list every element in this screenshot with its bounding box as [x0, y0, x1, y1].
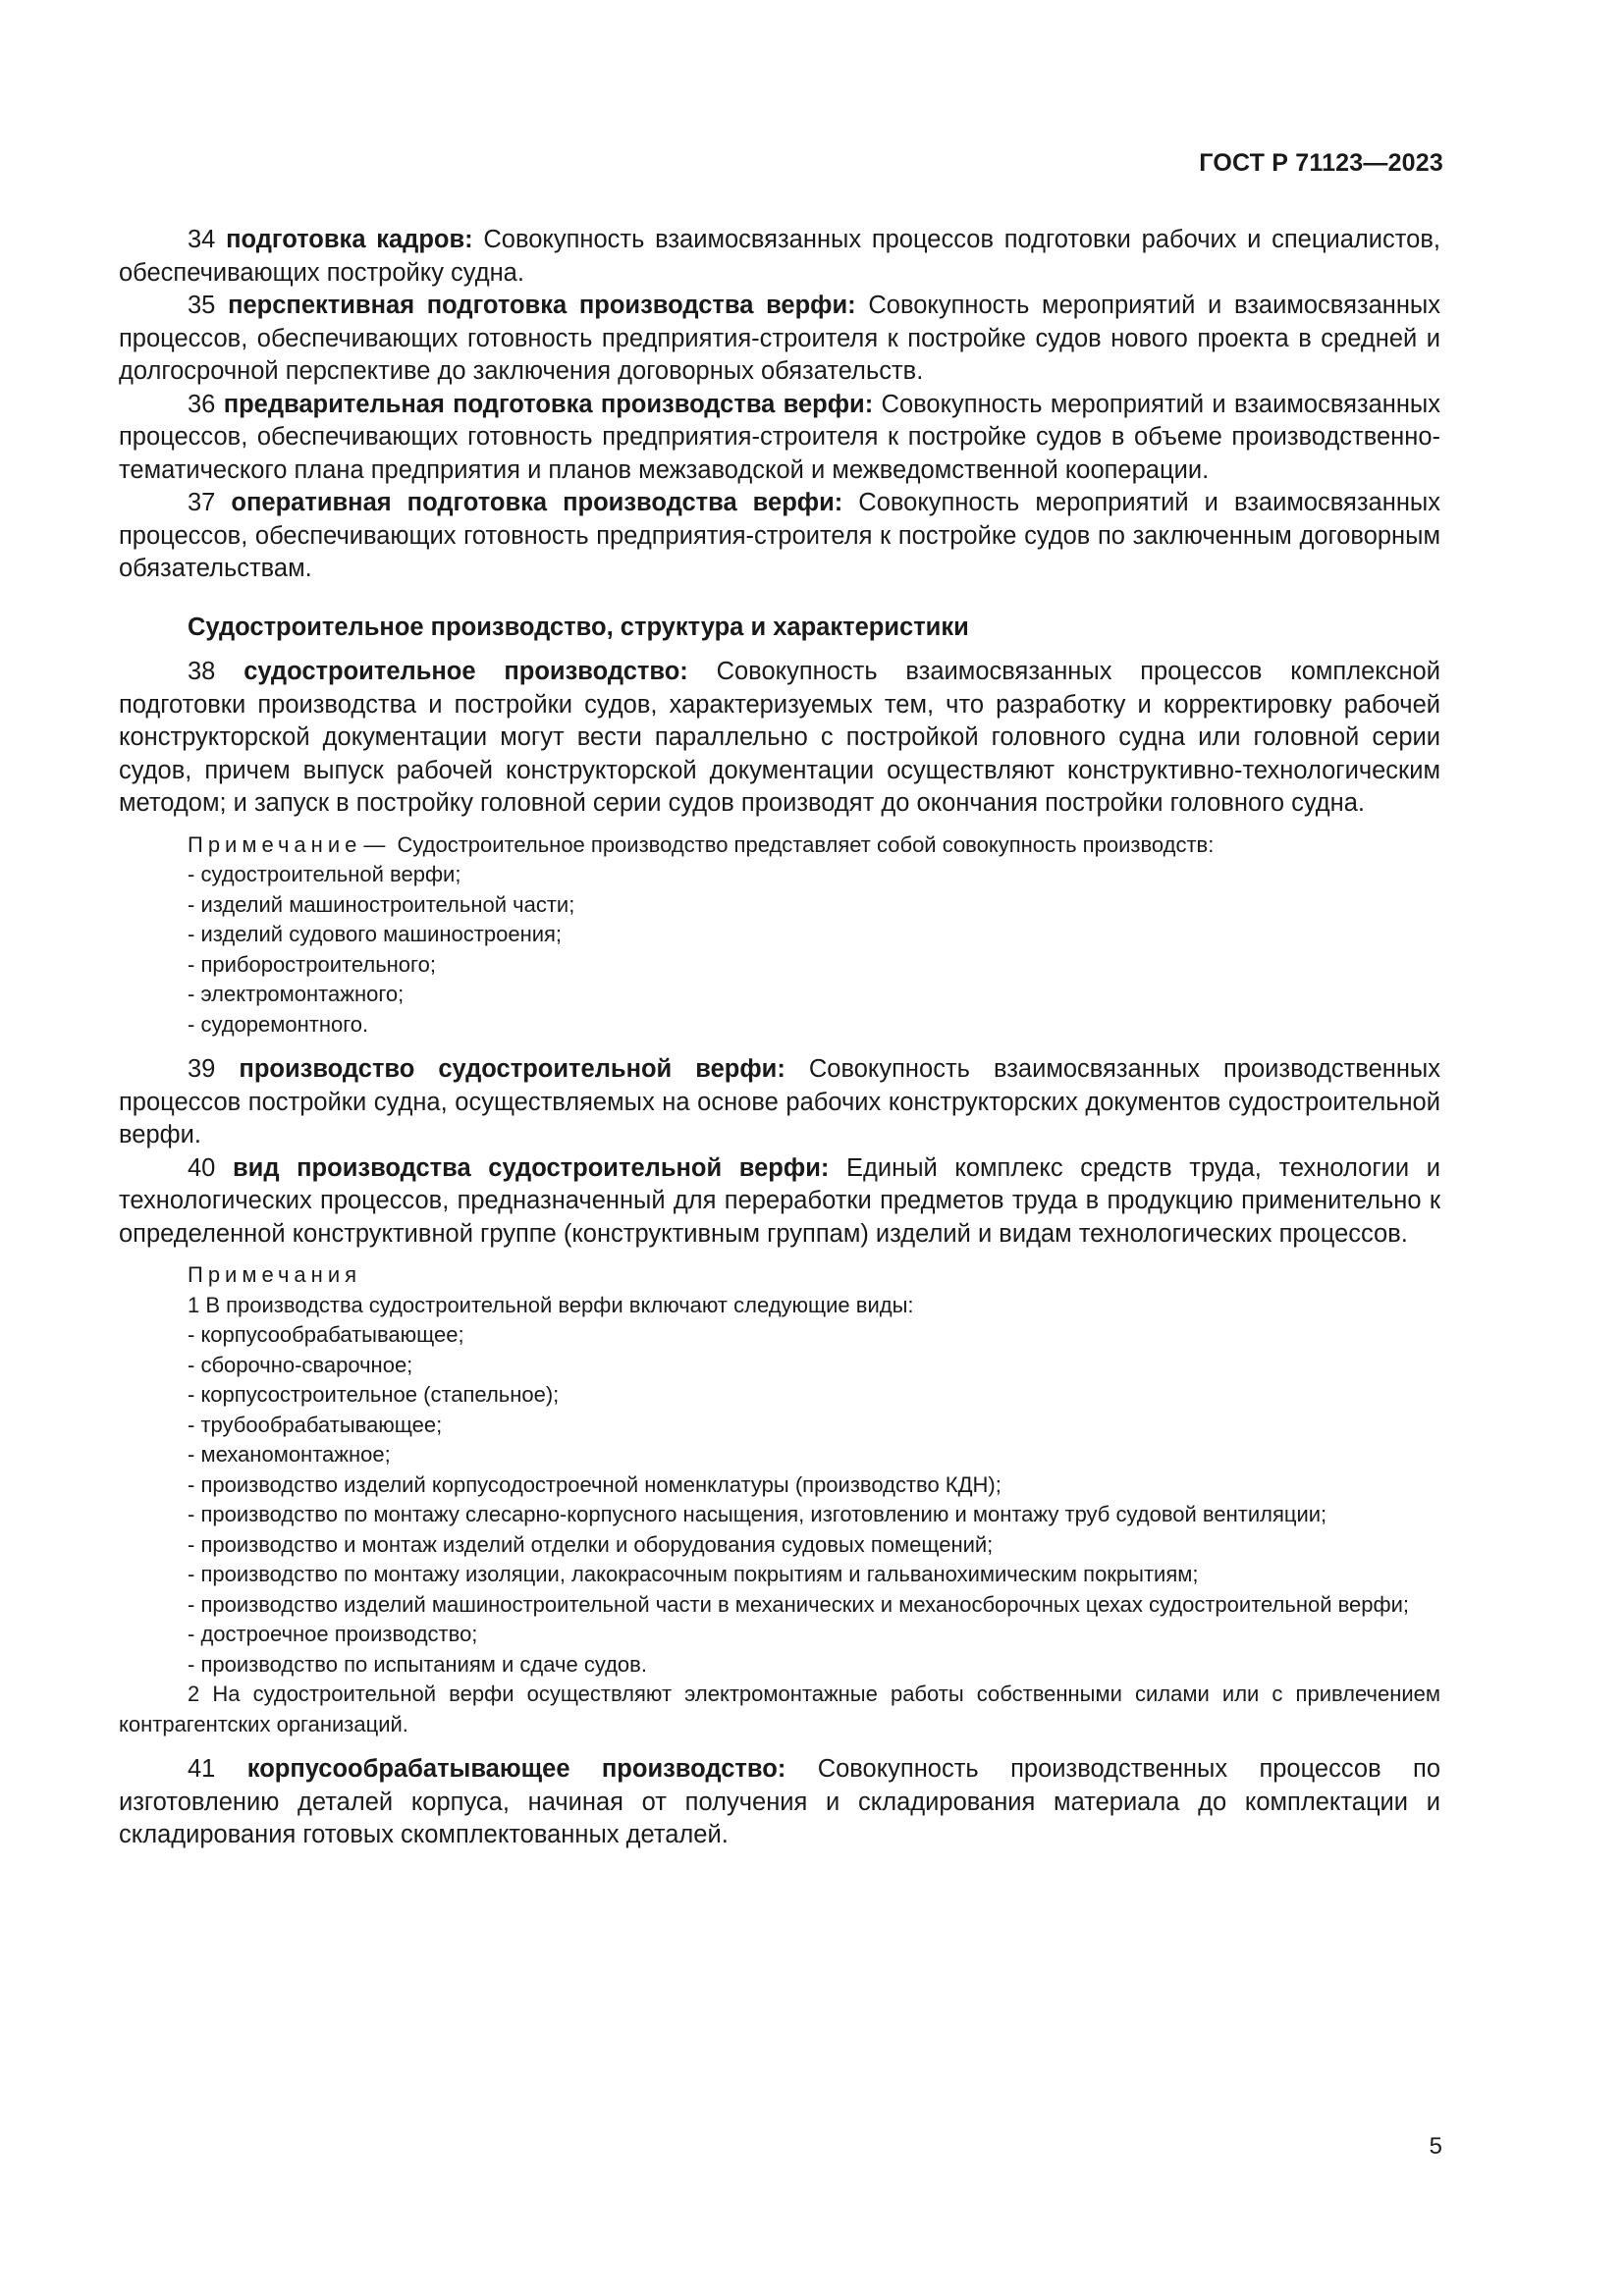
section-heading: Судостроительное производство, структура и характеристики	[188, 613, 969, 641]
term-name: вид производства судостроительной верфи:	[233, 1153, 830, 1182]
document-designation: ГОСТ Р 71123—2023	[1199, 149, 1443, 177]
note-list-item: - сборочно-сварочное;	[188, 1352, 413, 1377]
note-list-item: - механомонтажное;	[188, 1442, 391, 1467]
note-2: 2 На судостроительной верфи осуществляют электромонтажные работы собственными силами или с привлечением контрагентских организаций.	[119, 1682, 1440, 1736]
note-list-item: - производство по испытаниям и сдаче судов.	[188, 1651, 647, 1677]
term-definition: Совокупность взаимосвязанных процессов подготовки рабочих и специалистов, обеспечивающих постройку судна.	[119, 226, 1440, 287]
note-list-item: - трубообрабатывающее;	[188, 1412, 443, 1437]
term-name: перспективная подготовка производства верфи:	[228, 292, 856, 319]
term-number: 36	[188, 390, 216, 418]
term-entry-41	[119, 1753, 1440, 1852]
term-name: предварительная подготовка производства верфи:	[223, 390, 874, 418]
note-dash: —	[363, 831, 386, 857]
term-number: 37	[188, 489, 216, 516]
note-1-intro: 1 В производства судостроительной верфи включают следующие виды:	[188, 1292, 914, 1317]
note-list-item: - изделий машиностроительной части;	[188, 891, 575, 917]
term-entry-39	[119, 1053, 1440, 1152]
note-list-item: - производство изделий корпусодостроечной номенклатуры (производство КДН);	[188, 1471, 1001, 1497]
term-entry-38	[119, 656, 1440, 821]
term-entry-35	[119, 290, 1440, 389]
term-definition: Совокупность мероприятий и взаимосвязанных процессов, обеспечивающих готовность предприятия-строителя к постройке судов в объеме производственно-тематического плана предприятия и планов межзаводской и межведомственной кооперации.	[119, 390, 1441, 484]
note-list-item: - производство по монтажу изоляции, лакокрасочным покрытиям и гальванохимическим покрытиям;	[188, 1562, 1199, 1586]
term-entry-36	[119, 389, 1440, 488]
note-list-item: - корпусообрабатывающее;	[188, 1322, 464, 1347]
term-definition: Совокупность мероприятий и взаимосвязанных процессов, обеспечивающих готовность предприятия-строителя к постройке судов по заключенным договорным обязательствам.	[119, 489, 1440, 582]
term-entry-37	[119, 487, 1440, 586]
term-number: 35	[188, 292, 216, 319]
term-definition: Единый комплекс средств труда, технологии и технологических процессов, предназначенный для переработки предметов труда в продукцию применительно к определенной конструктивной группе (конструктивным группам) изделий и видам технологических процессов.	[119, 1153, 1440, 1248]
term-number: 41	[188, 1755, 216, 1783]
note-list-item: - судоремонтного.	[188, 1011, 369, 1037]
term-number: 34	[188, 226, 216, 253]
note-label: Примечание	[188, 831, 362, 857]
note-list-item: - изделий судового машиностроения;	[188, 922, 563, 946]
note-intro: Судостроительное производство представляет собой совокупность производств:	[397, 831, 1215, 857]
note-list-item: - судостроительной верфи;	[188, 862, 461, 886]
term-definition: Совокупность производственных процессов по изготовлению деталей корпуса, начиная от получения и складирования материала до комплектации и складирования готовых скомплектованных деталей.	[119, 1755, 1440, 1848]
note-list-item: - производство и монтаж изделий отделки и оборудования судовых помещений;	[188, 1531, 994, 1557]
term-number: 39	[188, 1055, 216, 1083]
term-entry-34	[119, 224, 1440, 290]
note-list-item-long: - производство по монтажу слесарно-корпусного насыщения, изготовлению и монтажу труб судовой вентиляции;	[188, 1502, 1327, 1526]
note-list-item-long: - производство изделий машиностроительной части в механических и механосборочных цехах судостроительной верфи;	[188, 1591, 1410, 1617]
note-38	[119, 830, 1440, 1041]
note-intro-line	[188, 830, 1440, 861]
term-number: 38	[188, 658, 216, 685]
term-definition: Совокупность мероприятий и взаимосвязанных процессов, обеспечивающих готовность предприятия-строителя к постройке судов нового проекта в средней и долгосрочной перспективе до заключения договорных обязательств.	[119, 292, 1440, 385]
note-list-item: - приборостроительного;	[188, 951, 436, 977]
document-body	[119, 224, 1440, 1852]
term-name: судостроительное производство:	[244, 658, 688, 685]
term-name: производство судостроительной верфи:	[239, 1055, 785, 1083]
notes-40	[119, 1260, 1440, 1739]
term-name: корпусообрабатывающее производство:	[246, 1755, 786, 1783]
term-name: подготовка кадров:	[226, 226, 473, 253]
note-list-item: - электромонтажного;	[188, 982, 405, 1006]
term-number: 40	[188, 1153, 216, 1182]
note-list-item: - корпусостроительное (стапельное);	[188, 1382, 560, 1407]
term-entry-40	[119, 1152, 1440, 1252]
notes-label: Примечания	[188, 1262, 362, 1287]
page-number: 5	[1429, 2133, 1442, 2160]
term-definition: Совокупность взаимосвязанных производственных процессов постройки судна, осуществляемых на основе рабочих конструкторских документов судостроительной верфи.	[119, 1055, 1440, 1148]
term-definition: Совокупность взаимосвязанных процессов комплексной подготовки производства и постройки судов, характеризуемых тем, что разработку и корректировку рабочей конструкторской документации могут вести параллельно с постройкой головного судна или головной серии судов, причем выпуск рабочей конструкторской документации осуществляют конструктивно-технологическим методом; и запуск в постройку головной серии судов производят до окончания постройки головного судна.	[119, 658, 1440, 817]
term-name: оперативная подготовка производства верфи:	[231, 489, 843, 516]
note-list-item: - достроечное производство;	[188, 1622, 478, 1646]
